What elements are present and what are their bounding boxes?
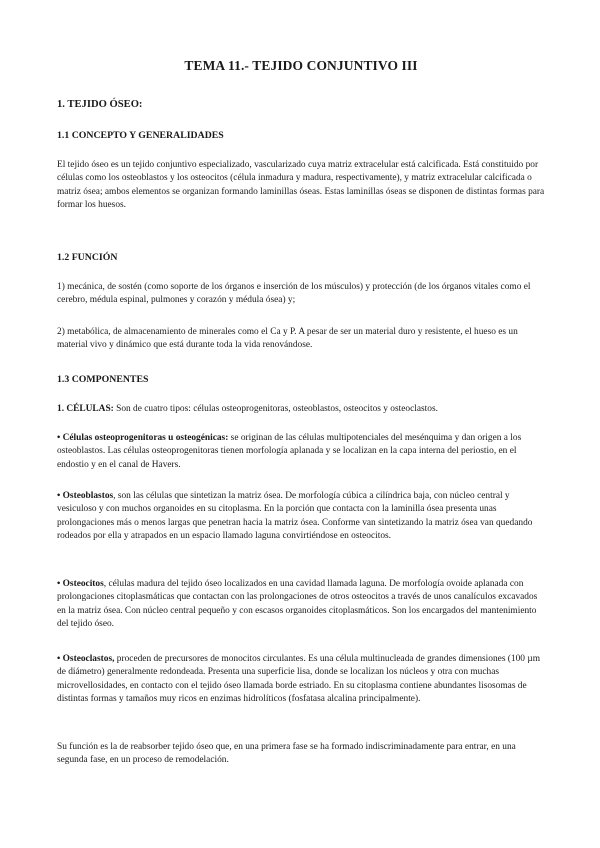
paragraph-osteoblastos	[57, 490, 545, 544]
subsection-heading-componentes: 1.3 COMPONENTES	[57, 374, 149, 385]
subsection-heading-funcion: 1.2 FUNCIÓN	[57, 252, 118, 263]
osteoclastos-text: proceden de precursores de monocitos circulantes. Es una célula multinucleada de grandes dimensiones (100 µm de diámetro) generalmente redondeada. Presenta una superficie lisa, donde se localizan los núcleos y otra con muchas microvellosidades, en contacto con el tejido óseo llamada borde estriado. En su citoplasma contiene abundantes lisosomas de distintas formas y tamaños muy ricos en enzimas hidrolíticos (fosfatasa alcalina principalmente).	[57, 654, 541, 705]
subsection-heading-concepto: 1.1 CONCEPTO Y GENERALIDADES	[57, 130, 224, 141]
section-heading-tejido-oseo: 1. TEJIDO ÓSEO:	[57, 99, 143, 110]
osteoblastos-label: • Osteoblastos	[57, 491, 114, 501]
osteoblastos-text: , son las células que sintetizan la matriz ósea. De morfología cúbica a cilíndrica baja, con núcleo central y vesiculoso y con muchos organoides en su citoplasma. En la porción que contacta con la laminilla ósea presenta unas prolongaciones más o menos largas que penetran hacia la matriz ósea. Conforme van sintetizando la matriz ósea van quedando rodeados por ella y atrapados en un espacio llamado laguna convirtiéndose en osteocitos.	[57, 491, 533, 542]
paragraph-osteoprogenitoras	[57, 432, 545, 472]
osteocitos-label: • Osteocitos	[57, 579, 104, 589]
osteoprogenitoras-text: se originan de las células multipotenciales del mesénquima y dan origen a los osteoblastos. Las células osteoprogenitoras tienen morfología aplanada y se localizan en la capa interna del periostio, en el endostio y en el canal de Havers.	[57, 433, 522, 470]
document-page	[57, 58, 545, 766]
paragraph-funcion-metabolica: 2) metabólica, de almacenamiento de minerales como el Ca y P. A pesar de ser un material duro y resistente, el hueso es un material vivo y dinámico que está durante toda la vida renovándose.	[57, 327, 518, 351]
paragraph-funcion-osteoclastos: Su función es la de reabsorber tejido óseo que, en una primera fase se ha formado indiscriminadamente para entrar, en una segunda fase, en un proceso de remodelación.	[57, 742, 516, 766]
paragraph-celulas	[57, 403, 545, 416]
celulas-text: Son de cuatro tipos: células osteoprogenitoras, osteoblastos, osteocitos y osteoclastos.	[113, 404, 438, 414]
page-title: TEMA 11.- TEJIDO CONJUNTIVO III	[184, 58, 418, 73]
paragraph-osteoclastos	[57, 653, 545, 707]
osteoprogenitoras-label: • Células osteoprogenitoras u osteogénicas:	[57, 433, 229, 443]
paragraph-funcion-mecanica: 1) mecánica, de sostén (como soporte de los órganos e inserción de los músculos) y protección (de los órganos vitales como el cerebro, médula espinal, pulmones y corazón y médula ósea) y;	[57, 282, 531, 306]
paragraph-osteocitos	[57, 578, 545, 632]
osteoclastos-label: • Osteoclastos,	[57, 654, 115, 664]
osteocitos-text: , células madura del tejido óseo localizados en una cavidad llamada laguna. De morfología ovoide aplanada con prolongaciones citoplasmáticas que contactan con las prolongaciones de otros osteocitos a través de unos canalículos excavados en la matriz ósea. Con núcleo central pequeño y con escasos organoides citoplasmáticos. Son los encargados del mantenimiento del tejido óseo.	[57, 579, 538, 630]
celulas-label: 1. CÉLULAS:	[57, 404, 114, 414]
paragraph-concepto: El tejido óseo es un tejido conjuntivo especializado, vascularizado cuya matriz extracelular está calcificada. Está constituido por células como los osteoblastos y los osteocitos (célula inmadura y madura, respectivamente), y matriz extracelular calcificada o matriz ósea; ambos elementos se organizan formando laminillas óseas. Estas laminillas óseas se disponen de distintas formas para formar los huesos.	[57, 160, 545, 211]
